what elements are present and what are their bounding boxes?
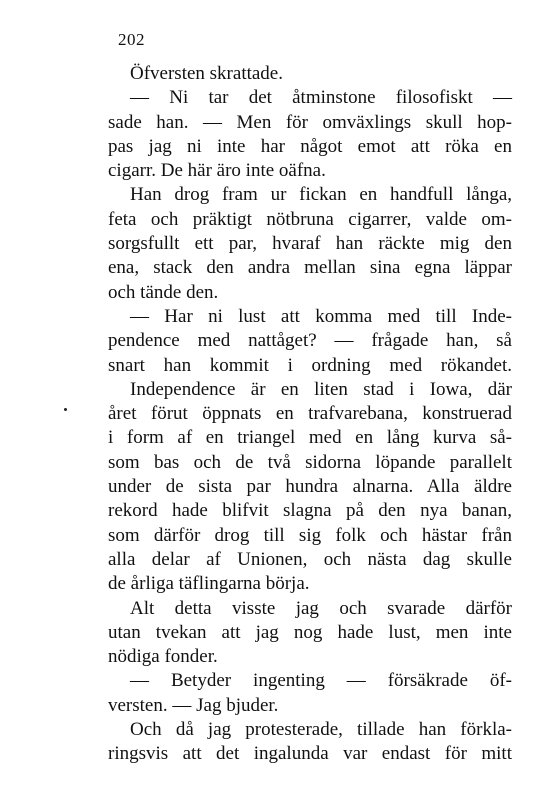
text-line: rekord hade blifvit slagna på den nya banan,	[108, 500, 512, 522]
text-line: Han drog fram ur fickan en handfull långa,	[130, 184, 512, 206]
text-line: sade han. — Men för omväxlings skull hop-	[108, 111, 512, 133]
text-line: Independence är en liten stad i Iowa, där	[130, 378, 512, 400]
text-line: under de sista par hundra alnarna. Alla äldre	[108, 476, 512, 498]
text-line: ringsvis att det ingalunda var endast för mitt	[108, 743, 512, 765]
text-line: nödiga fonder.	[108, 646, 218, 668]
body-text	[108, 62, 512, 767]
text-line: som bas och de två sidorna löpande parallelt	[108, 451, 512, 473]
text-line: Alt detta visste jag och svarade därför	[130, 597, 512, 619]
text-line: snart han kommit i ordning med rökandet.	[108, 354, 512, 376]
text-line: Och då jag protesterade, tillade han förkla-	[130, 719, 512, 741]
page-number: 202	[118, 30, 145, 49]
text-line: i form af en triangel med en lång kurva så-	[108, 427, 512, 449]
text-line: versten. — Jag bjuder.	[108, 694, 279, 716]
text-line: året förut öppnats en trafvarebana, konstruerad	[108, 403, 512, 425]
text-line: som därför drog till sig folk och hästar från	[108, 524, 512, 546]
text-line: och tände den.	[108, 281, 219, 303]
text-line: ena, stack den andra mellan sina egna läppar	[108, 257, 512, 279]
text-line: Öfversten skrattade.	[130, 63, 283, 84]
text-line: alla delar af Unionen, och nästa dag skulle	[108, 548, 512, 570]
text-line: — Ni tar det åtminstone filosofiskt —	[130, 87, 512, 109]
text-line: cigarr. De här äro inte oäfna.	[108, 160, 326, 182]
text-line: feta och präktigt nötbruna cigarrer, valde om-	[108, 208, 512, 230]
text-line: pendence med nattåget? — frågade han, så	[108, 330, 512, 352]
print-speck	[64, 408, 67, 411]
text-line: — Har ni lust att komma med till Inde-	[130, 305, 512, 327]
text-line: utan tvekan att jag nog hade lust, men inte	[108, 621, 512, 643]
text-line: — Betyder ingenting — försäkrade öf-	[130, 670, 512, 692]
text-line: sorgsfullt ett par, hvaraf han räckte mig den	[108, 233, 512, 255]
text-line: pas jag ni inte har något emot att röka en	[108, 135, 512, 157]
text-line: de årliga täflingarna börja.	[108, 573, 310, 595]
